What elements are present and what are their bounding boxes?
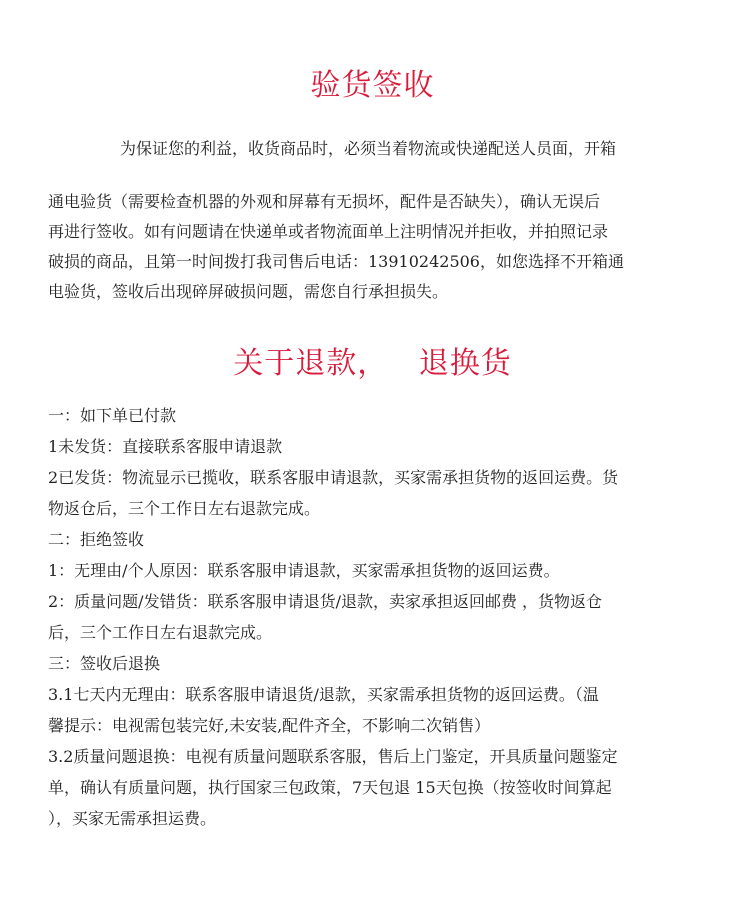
inspection-paragraph [48, 187, 708, 307]
inspection-line: 再进行签收。如有问题请在快递单或者物流面单上注明情况并拒收，并拍照记录 [48, 222, 609, 241]
refund-line: 物返仓后，三个工作日左右退款完成。 [48, 499, 321, 518]
refund-line: 2已发货：物流显示已揽收，联系客服申请退款，买家需承担货物的返回运费。货 [48, 468, 619, 487]
inspection-title: 验货签收 [310, 68, 435, 103]
inspection-line: 破损的商品，且第一时间拨打我司售后电话：13910242506，如您选择不开箱通 [48, 252, 624, 271]
refund-line: 单，确认有质量问题，执行国家三包政策，7天包退 15天包换（按签收时间算起 [48, 778, 612, 797]
refund-line: 二：拒绝签收 [48, 530, 145, 549]
refund-title: 关于退款， 退换货 [233, 346, 512, 381]
refund-line: 后，三个工作日左右退款完成。 [48, 623, 273, 642]
inspection-line: 电验货，签收后出现碎屏破损问题，需您自行承担损失。 [48, 282, 449, 301]
refund-line: 1：无理由/个人原因：联系客服申请退款，买家需承担货物的返回运费。 [48, 561, 560, 580]
refund-line: 3.2质量问题退换：电视有质量问题联系客服，售后上门鉴定，开具质量问题鉴定 [48, 747, 618, 766]
refund-line: 2：质量问题/发错货：联系客服申请退货/退款，卖家承担返回邮费 ，货物返仓 [48, 592, 603, 611]
refund-line: 三：签收后退换 [48, 654, 161, 673]
inspection-line: 通电验货（需要检查机器的外观和屏幕有无损坏，配件是否缺失），确认无误后 [48, 192, 601, 211]
refund-line: 一：如下单已付款 [48, 406, 177, 425]
refund-line: 3.1七天内无理由：联系客服申请退货/退款，买家需承担货物的返回运费。（温 [48, 685, 599, 704]
refund-line: 1未发货：直接联系客服申请退款 [48, 437, 283, 456]
refund-line: 馨提示：电视需包装完好,未安装,配件齐全，不影响二次销售） [48, 716, 491, 735]
refund-policy-list [48, 400, 718, 834]
inspection-paragraph-first-line: 为保证您的利益，收货商品时，必须当着物流或快递配送人员面，开箱 [120, 139, 617, 158]
refund-line: ），买家无需承担运费。 [48, 809, 217, 828]
